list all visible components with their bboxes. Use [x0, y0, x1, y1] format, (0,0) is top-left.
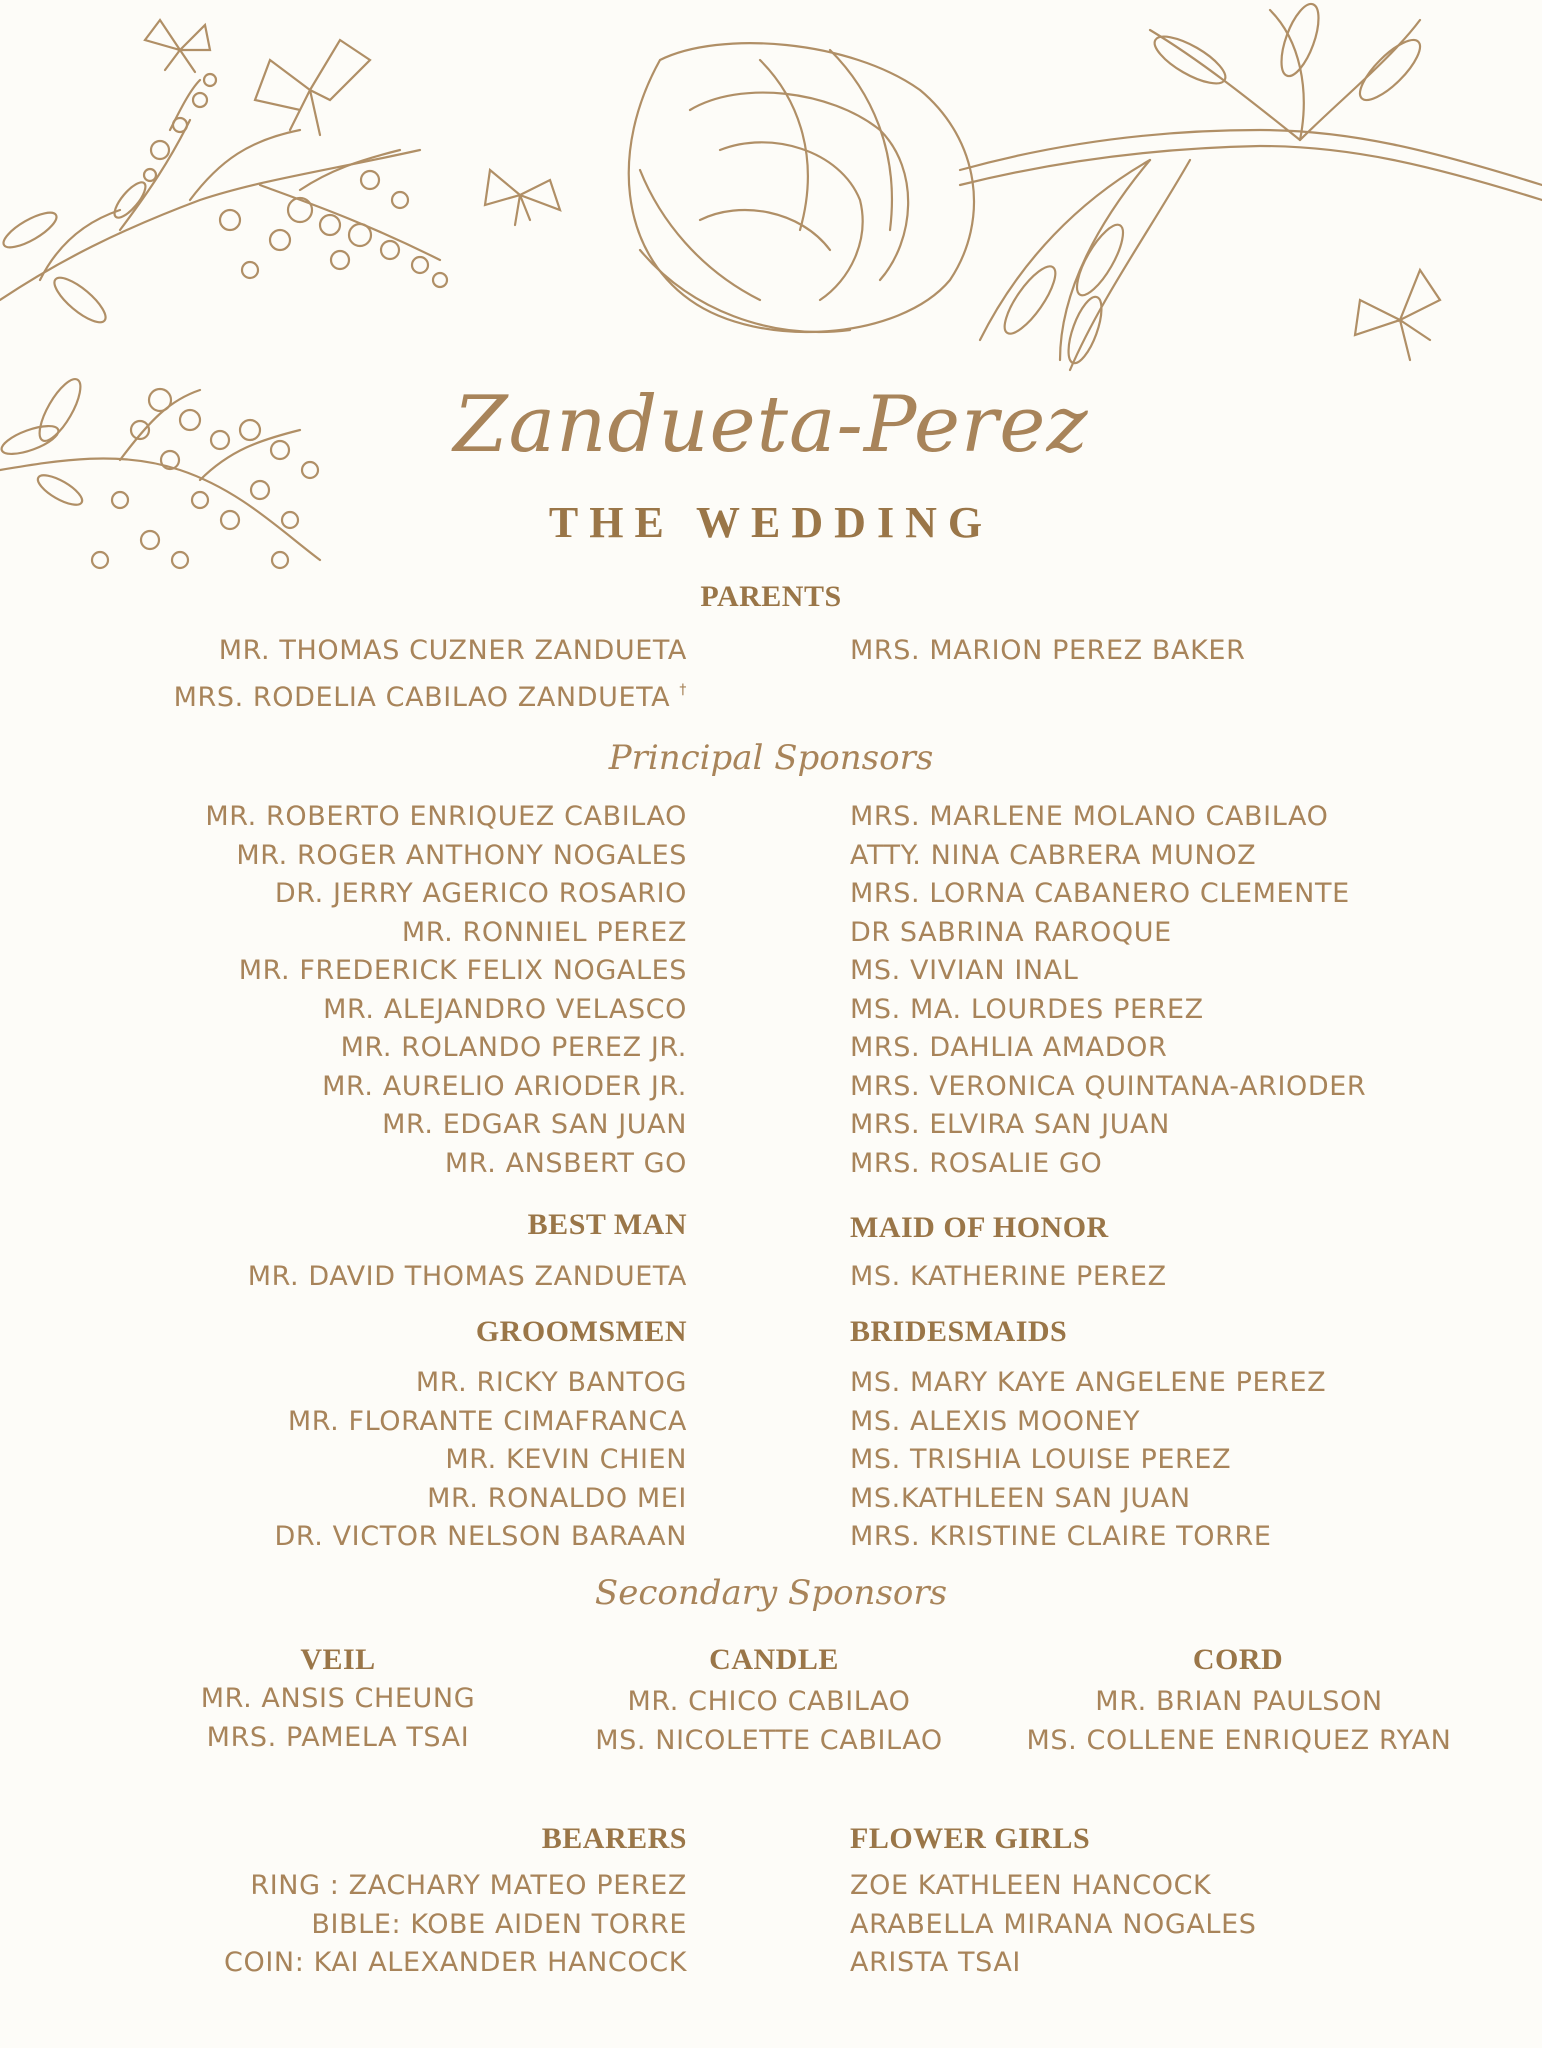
sponsor-name: MS. VIVIAN INAL: [850, 955, 1079, 986]
groomsmen-heading: GROOMSMEN: [475, 1315, 687, 1348]
sponsor-name: MR. FREDERICK FELIX NOGALES: [238, 955, 687, 986]
secondary-sponsors-heading: Secondary Sponsors: [594, 1573, 948, 1613]
groomsman-name: MR. FLORANTE CIMAFRANCA: [287, 1405, 687, 1437]
parents-heading: PARENTS: [700, 580, 842, 613]
candle-list: [595, 1683, 942, 1760]
bridesmaid-name: MS. TRISHIA LOUISE PEREZ: [850, 1444, 1232, 1475]
deceased-mark: †: [679, 681, 687, 698]
groomsman-name: MR. KEVIN CHIEN: [445, 1444, 687, 1475]
candle-heading: CANDLE: [709, 1643, 839, 1676]
sponsor-name: ATTY. NINA CABRERA MUNOZ: [850, 839, 1257, 871]
groomsman-name: MR. RONALDO MEI: [427, 1482, 687, 1514]
groomsmen-list: [274, 1364, 687, 1557]
cord-list: [1027, 1683, 1452, 1760]
bearer-name: RING : ZACHARY MATEO PEREZ: [250, 1870, 687, 1901]
cord-heading: CORD: [1192, 1643, 1284, 1676]
sponsor-name: MRS. LORNA CABANERO CLEMENTE: [850, 878, 1350, 909]
veil-sponsor-name: MRS. PAMELA TSAI: [206, 1721, 470, 1753]
sponsor-name: MRS. VERONICA QUINTANA-ARIODER: [850, 1070, 1367, 1102]
cord-sponsor-name: MR. BRIAN PAULSON: [1095, 1686, 1383, 1717]
principal-sponsors-right: [850, 798, 1366, 1183]
parents-bride-side: [850, 632, 1245, 671]
sponsor-name: MRS. MARLENE MOLANO CABILAO: [850, 801, 1329, 832]
bridesmaid-name: MS.KATHLEEN SAN JUAN: [850, 1482, 1191, 1514]
flower-girl-name: ARISTA TSAI: [850, 1947, 1021, 1978]
veil-heading: VEIL: [300, 1643, 376, 1676]
sponsor-name: MR. AURELIO ARIODER JR.: [322, 1070, 687, 1102]
maid-of-honor-value: MS. KATHERINE PEREZ: [850, 1261, 1167, 1292]
couple-name: Zandueta-Perez: [453, 380, 1089, 470]
butterfly-illustration: [145, 20, 1440, 360]
bearer-name: COIN: KAI ALEXANDER HANCOCK: [224, 1947, 687, 1978]
sponsor-name: DR. JERRY AGERICO ROSARIO: [274, 878, 687, 909]
groomsman-name: MR. RICKY BANTOG: [415, 1367, 687, 1398]
sponsor-name: MR. ROBERTO ENRIQUEZ CABILAO: [205, 801, 687, 832]
veil-list: [201, 1680, 475, 1757]
sponsor-name: MR. RONNIEL PEREZ: [401, 916, 687, 948]
maid-of-honor-name: [850, 1258, 1167, 1297]
flower-girl-name: ARABELLA MIRANA NOGALES: [850, 1908, 1257, 1940]
best-man-value: MR. DAVID THOMAS ZANDUETA: [247, 1261, 687, 1292]
parents-groom-side: [173, 632, 687, 713]
best-man-name: [248, 1258, 687, 1297]
bridesmaids-heading: BRIDESMAIDS: [850, 1315, 1068, 1348]
bridesmaid-name: MRS. KRISTINE CLAIRE TORRE: [850, 1521, 1272, 1552]
sponsor-name: MS. MA. LOURDES PEREZ: [850, 993, 1204, 1025]
floral-branch-illustration: [0, 74, 447, 568]
bridesmaid-name: MS. MARY KAYE ANGELENE PEREZ: [850, 1367, 1327, 1398]
groomsman-name: DR. VICTOR NELSON BARAAN: [274, 1521, 687, 1552]
parent-name: MRS. RODELIA CABILAO ZANDUETA †: [173, 681, 687, 713]
flower-girl-name: ZOE KATHLEEN HANCOCK: [850, 1870, 1212, 1901]
maid-of-honor-heading: MAID OF HONOR: [850, 1211, 1109, 1244]
candle-sponsor-name: MS. NICOLETTE CABILAO: [595, 1724, 943, 1756]
sponsor-name: MRS. ROSALIE GO: [850, 1147, 1103, 1179]
sponsor-name: MR. ROLANDO PEREZ JR.: [340, 1032, 687, 1063]
flower-girls-heading: FLOWER GIRLS: [850, 1822, 1091, 1855]
principal-sponsors-heading: Principal Sponsors: [608, 738, 934, 778]
best-man-heading: BEST MAN: [527, 1208, 687, 1241]
veil-sponsor-name: MR. ANSIS CHEUNG: [200, 1683, 476, 1714]
bearer-name: BIBLE: KOBE AIDEN TORRE: [311, 1908, 687, 1940]
sponsor-name: MR. ALEJANDRO VELASCO: [323, 993, 687, 1025]
sponsor-name: MR. EDGAR SAN JUAN: [382, 1109, 687, 1140]
rose-bud-illustration: [629, 0, 1542, 370]
flower-girls-list: [850, 1867, 1256, 1983]
sponsor-name: MR. ANSBERT GO: [444, 1147, 687, 1179]
parent-name: MRS. MARION PEREZ BAKER: [850, 635, 1246, 666]
principal-sponsors-left: [205, 798, 687, 1183]
bridesmaid-name: MS. ALEXIS MOONEY: [850, 1405, 1141, 1437]
candle-sponsor-name: MR. CHICO CABILAO: [627, 1686, 911, 1717]
sponsor-name: MRS. ELVIRA SAN JUAN: [850, 1109, 1170, 1140]
sponsor-name: DR SABRINA RAROQUE: [850, 916, 1172, 948]
wedding-title: THE WEDDING: [548, 498, 994, 547]
bearers-list: [224, 1867, 687, 1983]
cord-sponsor-name: MS. COLLENE ENRIQUEZ RYAN: [1026, 1724, 1452, 1756]
bearers-heading: BEARERS: [541, 1822, 687, 1855]
sponsor-name: MR. ROGER ANTHONY NOGALES: [236, 839, 687, 871]
sponsor-name: MRS. DAHLIA AMADOR: [850, 1032, 1168, 1063]
parent-name: MR. THOMAS CUZNER ZANDUETA: [218, 635, 687, 666]
bridesmaids-list: [850, 1364, 1326, 1557]
